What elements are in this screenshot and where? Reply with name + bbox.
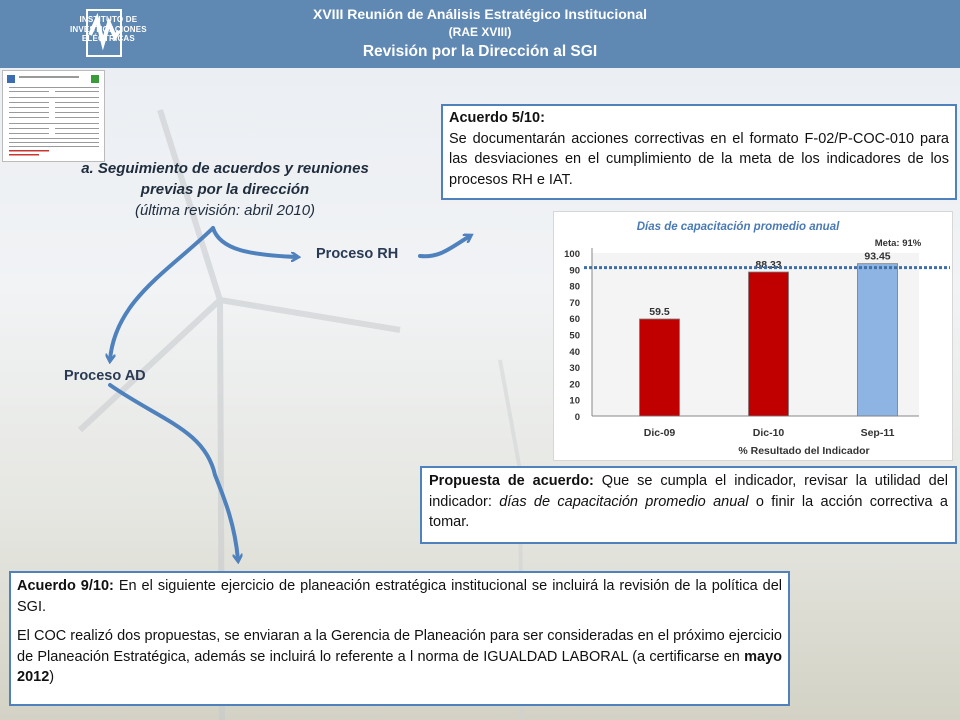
propuesta-text-2: o finir la acción correctiva a tomar. (429, 493, 948, 530)
propuesta-text-1: Que se cumpla el indicador, revisar la utilidad del indicador: (429, 473, 948, 510)
y-tick-label: 40 (569, 346, 580, 358)
y-tick-label: 70 (569, 297, 580, 309)
x-tick-label: Sep-11 (860, 427, 895, 439)
propuesta-italic: días de capacitación promedio anual (499, 493, 749, 510)
y-tick-label: 60 (569, 314, 580, 326)
y-tick-label: 30 (569, 363, 580, 375)
acuerdo-5-box (441, 104, 957, 200)
y-tick-label: 90 (569, 265, 580, 277)
arrow-to-acuerdo-9 (110, 385, 238, 560)
bar (749, 272, 789, 416)
y-tick-label: 20 (569, 379, 580, 391)
section-title-line2: previas por la dirección (140, 181, 310, 198)
header-subtitle: (RAE XVIII) (448, 25, 512, 39)
bar-value-label: 93.45 (864, 250, 891, 263)
bar-chart (554, 212, 952, 460)
target-label: Meta: 91% (874, 238, 922, 249)
acuerdo-5-text: Se documentarán acciones correctivas en el formato F-02/P-COC-010 para las desviaciones en el cumplimiento de la meta de los indicadores de los procesos RH e IAT. (449, 130, 949, 188)
bar-value-label: 88.33 (755, 259, 782, 272)
x-tick-label: Dic-10 (752, 427, 785, 439)
arrow-to-acuerdo-5 (420, 236, 470, 256)
bar-value-label: 59.5 (649, 306, 670, 319)
proceso-ad-label: Proceso AD (64, 368, 146, 384)
acuerdo-9-lead: Acuerdo 9/10: (17, 578, 114, 594)
x-axis-label: % Resultado del Indicador (738, 445, 870, 457)
acuerdo-9-date: mayo 2012 (17, 648, 782, 685)
chart-title: Días de capacitación promedio anual (636, 221, 840, 233)
propuesta-lead: Propuesta de acuerdo: (429, 473, 594, 489)
arrow-to-proceso-rh (213, 228, 297, 257)
logo-text: INSTITUTO DE INVESTIGACIONES ELÉCTRICAS (70, 15, 147, 43)
acuerdo-9-text-1: En el siguiente ejercicio de planeación estratégica institucional se incluirá la revisión de la política del SGI. (17, 578, 782, 615)
arrow-to-proceso-ad (110, 228, 213, 360)
acuerdo-9-box (9, 571, 790, 706)
y-tick-label: 0 (574, 412, 580, 423)
y-tick-label: 80 (569, 281, 580, 293)
header-title: XVIII Reunión de Análisis Estratégico Institucional (313, 6, 647, 22)
proceso-rh-label: Proceso RH (316, 246, 399, 262)
bar (640, 319, 680, 416)
section-subtitle: (última revisión: abril 2010) (134, 202, 316, 219)
y-tick-label: 10 (569, 395, 580, 407)
x-tick-label: Dic-09 (643, 427, 676, 439)
chart-panel (553, 211, 953, 461)
acuerdo-5-title: Acuerdo 5/10: (449, 110, 545, 126)
section-title-line1: a. Seguimiento de acuerdos y reuniones (81, 160, 369, 177)
bar (858, 264, 898, 416)
y-tick-label: 50 (569, 330, 580, 342)
acuerdo-9-text-2a: El COC realizó dos propuestas, se enviaran a la Gerencia de Planeación para ser consideradas en el próximo ejercicio de Planeación Estratégica, además se incluirá lo referente a l norma de IGUALDAD LABORAL (a certificarse en (17, 628, 782, 665)
propuesta-box (420, 466, 957, 544)
acuerdo-9-text-2c: ) (49, 669, 55, 685)
y-tick-label: 100 (564, 249, 580, 260)
header-heading: Revisión por la Dirección al SGI (362, 43, 598, 60)
